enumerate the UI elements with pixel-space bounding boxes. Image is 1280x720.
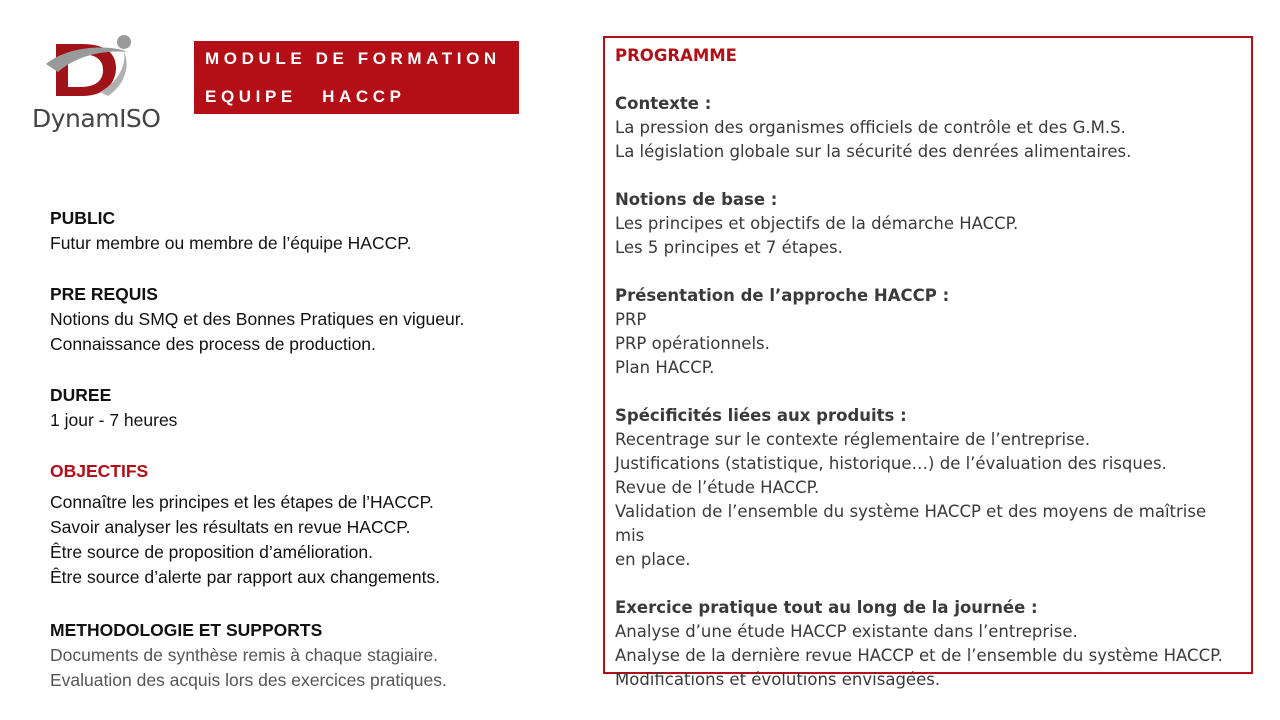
section-title: DUREE [50, 385, 112, 405]
section-line: Notions du SMQ et des Bonnes Pratiques en vigueur. [50, 309, 465, 329]
subsection-title: Spécificités liées aux produits : [615, 406, 907, 425]
programme-line: Modifications et évolutions envisagées. [615, 670, 941, 689]
section-line: Savoir analyser les résultats en revue HACCP. [50, 517, 411, 537]
subsection-title: Présentation de l’approche HACCP : [615, 286, 950, 305]
programme-line: Analyse de la dernière revue HACCP et de l’ensemble du système HACCP. [615, 646, 1223, 665]
programme-line: La législation globale sur la sécurité des denrées alimentaires. [615, 142, 1132, 161]
section-line: 1 jour - 7 heures [50, 410, 178, 430]
subsection-title: Notions de base : [615, 190, 778, 209]
programme-line: Recentrage sur le contexte réglementaire de l’entreprise. [615, 430, 1091, 449]
programme-line: Analyse d’une étude HACCP existante dans l’entreprise. [615, 622, 1078, 641]
logo-mark-icon [38, 34, 138, 104]
module-banner [194, 41, 519, 114]
section-title: OBJECTIFS [50, 461, 149, 481]
programme-line: Validation de l’ensemble du système HACCP et des moyens de maîtrise mis [615, 502, 1207, 545]
programme-line: en place. [615, 550, 691, 569]
section-prerequis [50, 282, 550, 357]
programme-line: Revue de l’étude HACCP. [615, 478, 820, 497]
section-line: Être source d’alerte par rapport aux changements. [50, 567, 441, 587]
logo-text: DynamISO [32, 104, 161, 133]
programme-line: PRP [615, 310, 647, 329]
banner-line-2: EQUIPE HACCP [205, 87, 406, 106]
section-line: Futur membre ou membre de l’équipe HACCP. [50, 233, 412, 253]
section-line: Être source de proposition d’amélioration. [50, 542, 373, 562]
dynamiso-logo [30, 34, 160, 134]
programme-title: PROGRAMME [615, 46, 737, 65]
programme-content [615, 44, 1240, 692]
programme-line: Les 5 principes et 7 étapes. [615, 238, 843, 257]
section-methodologie [50, 618, 550, 693]
section-title: PUBLIC [50, 208, 116, 228]
programme-line: PRP opérationnels. [615, 334, 770, 353]
left-column [50, 206, 550, 693]
section-line: Documents de synthèse remis à chaque stagiaire. [50, 645, 439, 665]
section-title: METHODOLOGIE ET SUPPORTS [50, 620, 323, 640]
section-line: Evaluation des acquis lors des exercices pratiques. [50, 670, 447, 690]
section-line: Connaître les principes et les étapes de l’HACCP. [50, 492, 434, 512]
section-public [50, 206, 550, 256]
subsection-title: Exercice pratique tout au long de la journée : [615, 598, 1038, 617]
section-title: PRE REQUIS [50, 284, 158, 304]
programme-line: Plan HACCP. [615, 358, 715, 377]
programme-box [603, 36, 1253, 689]
section-line: Connaissance des process de production. [50, 334, 376, 354]
banner-line-1: MODULE DE FORMATION [205, 49, 501, 68]
section-objectifs [50, 459, 550, 590]
programme-line: Justifications (statistique, historique…) de l’évaluation des risques. [615, 454, 1167, 473]
programme-line: Les principes et objectifs de la démarche HACCP. [615, 214, 1019, 233]
programme-line: La pression des organismes officiels de contrôle et des G.M.S. [615, 118, 1126, 137]
subsection-title: Contexte : [615, 94, 712, 113]
section-duree [50, 383, 550, 433]
